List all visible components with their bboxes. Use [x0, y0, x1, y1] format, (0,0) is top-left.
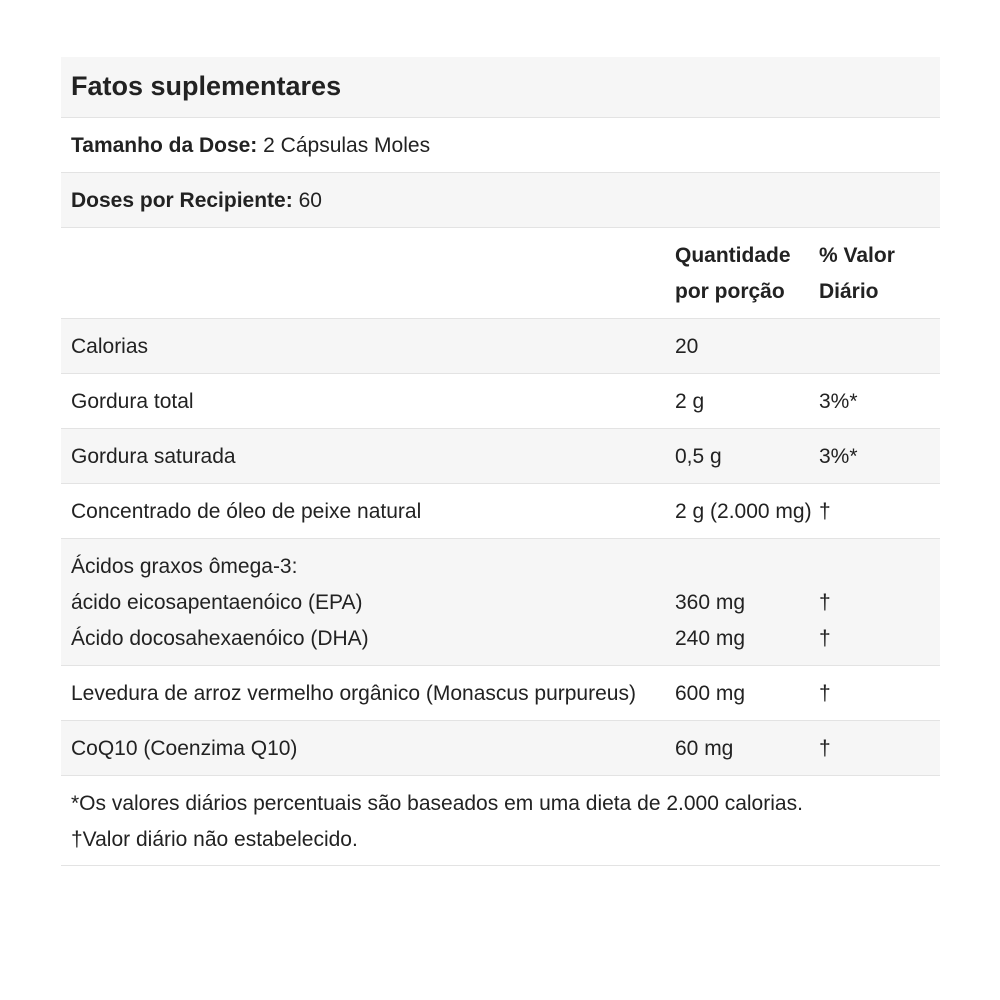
nutrient-dv: 3%* [819, 445, 858, 468]
amount-header [675, 238, 819, 310]
dv-header-line1: % Valor [819, 244, 895, 267]
servings-per-container-value: 60 [298, 189, 322, 212]
nutrient-name: Ácido docosahexaenóico (DHA) [71, 627, 369, 650]
nutrient-amount: 600 mg [675, 682, 746, 705]
serving-size-row [61, 118, 940, 173]
nutrient-dv: † [819, 627, 831, 650]
servings-per-container [71, 183, 322, 219]
nutrient-amount: 2 g (2.000 mg) [675, 500, 812, 523]
not-established-footnote: †Valor diário não estabelecido. [71, 828, 358, 851]
nutrient-amount: 240 mg [675, 627, 746, 650]
daily-value-footnote: *Os valores diários percentuais são baseados em uma dieta de 2.000 calorias. [71, 792, 803, 815]
nutrient-name: Gordura saturada [71, 445, 236, 468]
nutrient-name: ácido eicosapentaenóico (EPA) [71, 591, 363, 614]
nutrient-amount: 60 mg [675, 737, 734, 760]
serving-size-label: Tamanho da Dose: [71, 134, 258, 157]
nutrient-dv: † [819, 591, 831, 614]
table-row [61, 484, 940, 539]
spacer [819, 549, 939, 585]
omega-3-amounts [675, 549, 819, 657]
omega-3-dvs [819, 549, 939, 657]
table-row [61, 666, 940, 721]
nutrient-amount: 0,5 g [675, 445, 722, 468]
serving-size-value: 2 Cápsulas Moles [263, 134, 431, 157]
table-title: Fatos suplementares [71, 71, 342, 101]
dv-header [819, 238, 939, 310]
table-row [61, 721, 940, 776]
nutrient-amount: 20 [675, 335, 699, 358]
nutrient-amount: 360 mg [675, 591, 746, 614]
nutrient-dv [819, 329, 939, 365]
nutrient-dv: 3%* [819, 390, 858, 413]
name-header [71, 238, 675, 310]
table-row [61, 319, 940, 374]
nutrient-dv: † [819, 737, 831, 760]
nutrient-name: Levedura de arroz vermelho orgânico (Monascus purpureus) [71, 682, 636, 705]
nutrient-dv: † [819, 682, 831, 705]
servings-per-container-row [61, 173, 940, 228]
title-row [61, 57, 940, 118]
nutrient-name: CoQ10 (Coenzima Q10) [71, 737, 298, 760]
column-header-row [61, 228, 940, 319]
nutrient-amount: 2 g [675, 390, 705, 413]
table-row [61, 374, 940, 429]
supplement-facts-table [61, 57, 940, 866]
dv-header-line2: Diário [819, 280, 879, 303]
footnotes [61, 776, 940, 866]
table-row [61, 429, 940, 484]
nutrient-dv: † [819, 500, 831, 523]
amount-header-line2: por porção [675, 280, 785, 303]
spacer [675, 549, 819, 585]
nutrient-name: Calorias [71, 335, 149, 358]
nutrient-name: Gordura total [71, 390, 194, 413]
serving-size [71, 128, 430, 164]
servings-per-container-label: Doses por Recipiente: [71, 189, 293, 212]
omega-3-heading: Ácidos graxos ômega-3: [71, 555, 298, 578]
omega-3-group-row [61, 539, 940, 666]
omega-3-names [71, 549, 675, 657]
nutrient-name: Concentrado de óleo de peixe natural [71, 500, 422, 523]
amount-header-line1: Quantidade [675, 244, 791, 267]
